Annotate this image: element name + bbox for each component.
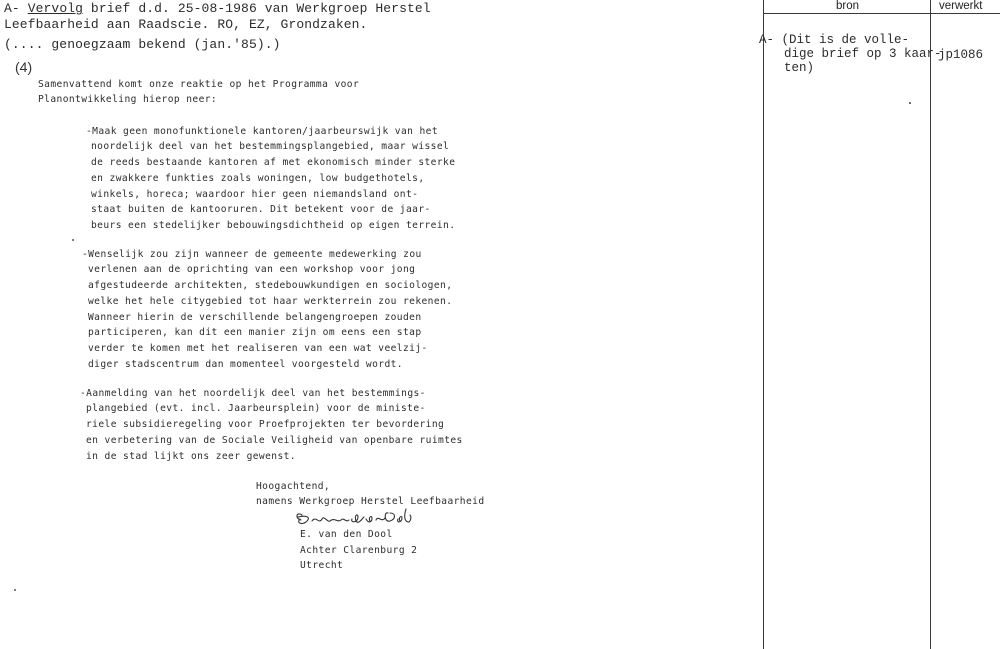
- header-line-1: A- Vervolg brief d.d. 25-08-1986 van Werkgroep Herstel: [4, 1, 431, 16]
- point-1-paragraph: [86, 108, 455, 234]
- header-line-3: (.... genoegzaam bekend (jan.'85).): [4, 37, 281, 52]
- column-divider-left: [763, 0, 764, 649]
- text-line: plangebied (evt. incl. Jaarbeursplein) voor de ministe-: [86, 403, 426, 415]
- text-line: A- (Dit is de volle-: [759, 33, 910, 47]
- stray-dot: [909, 102, 911, 104]
- text-line: verder te komen met het realiseren van een wat veelzij-: [88, 342, 428, 354]
- header-vervolg-underlined: Vervolg: [27, 1, 84, 16]
- text-line: en verbetering van de Sociale Veiligheid van openbare ruimtes: [86, 434, 463, 446]
- text-line: riele subsidieregeling voor Proefprojekten ter bevordering: [86, 419, 445, 431]
- text-line: de reeds bestaande kantoren af met ekonomisch minder sterke: [91, 157, 456, 169]
- text-line: ten): [784, 61, 815, 75]
- text-line: Samenvattend komt onze reaktie op het Programma voor: [38, 78, 360, 90]
- text-line: winkels, horeca; waardoor hier geen niemandsland ont-: [91, 188, 419, 200]
- point-2-paragraph: [82, 231, 452, 372]
- stray-dot: [14, 589, 16, 591]
- header-line-2: Leefbaarheid aan Raadscie. RO, EZ, Grondzaken.: [4, 17, 368, 32]
- text-line: diger stadscentrum dan momenteel voorgesteld wordt.: [88, 358, 403, 370]
- text-line: -Aanmelding van het noordelijk deel van het bestemmings-: [80, 387, 426, 399]
- stray-dot: [72, 239, 74, 241]
- bron-note: [759, 19, 942, 75]
- verwerkt-code: jp1086: [938, 48, 984, 62]
- closing-on-behalf: namens Werkgroep Herstel Leefbaarheid: [256, 496, 485, 507]
- text-line: in de stad lijkt ons zeer gewenst.: [86, 450, 296, 462]
- closing-name: E. van den Dool: [300, 529, 393, 540]
- text-line: staat buiten de kantooruren. Dit betekent voor de jaar-: [91, 204, 431, 216]
- column-divider-right: [930, 0, 931, 649]
- closing-greeting: Hoogachtend,: [256, 481, 331, 492]
- closing-city: Utrecht: [300, 560, 344, 571]
- column-header-verwerkt: verwerkt: [939, 0, 983, 12]
- margin-note-number: (4): [15, 59, 33, 75]
- text-line: beurs een stedelijker bebouwingsdichtheid op eigen terrein.: [91, 219, 456, 231]
- text-line: -Wenselijk zou zijn wanneer de gemeente medewerking zou: [82, 248, 422, 260]
- text-line: welke het hele citygebied tot haar werkterrein zou rekenen.: [88, 295, 453, 307]
- text-line: verlenen aan de oprichting van een workshop voor jong: [88, 264, 416, 276]
- text-line: Planontwikkeling hierop neer:: [38, 94, 218, 106]
- point-3-paragraph: [80, 370, 463, 464]
- text-line: participeren, kan dit een manier zijn om eens een stap: [88, 327, 422, 339]
- text-line: -Maak geen monofunktionele kantoren/jaarbeurswijk van het: [86, 125, 439, 137]
- intro-paragraph: [38, 61, 359, 108]
- text-line: en zwakkere funkties zoals woningen, low budgethotels,: [91, 172, 425, 184]
- column-header-rule: [763, 13, 1000, 14]
- text-line: Wanneer hierin de verschillende belangengroepen zouden: [88, 311, 422, 323]
- text-line: dige brief op 3 kaar-: [784, 47, 942, 61]
- text-line: afgestudeerde architekten, stedebouwkundigen en sociologen,: [88, 280, 453, 292]
- text-line: noordelijk deel van het bestemmingsplangebied, maar wissel: [91, 141, 450, 153]
- closing-street: Achter Clarenburg 2: [300, 545, 418, 556]
- column-header-bron: bron: [836, 0, 860, 12]
